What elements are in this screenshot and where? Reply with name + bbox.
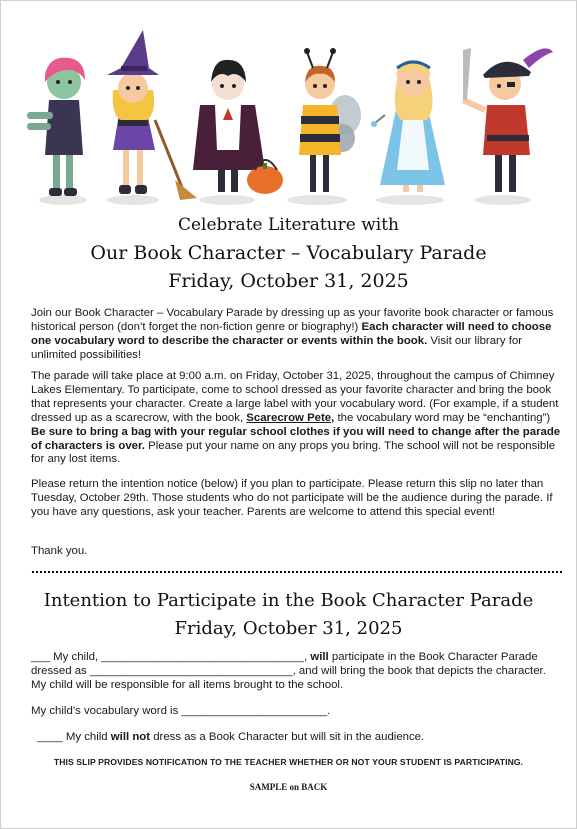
participate-line xyxy=(31,651,561,693)
alice-character-icon xyxy=(371,60,445,192)
pirate-character-icon xyxy=(463,48,553,192)
vocabulary-word-line: My child’s vocabulary word is _______________________. xyxy=(31,705,331,717)
form-title: Intention to Participate in the Book Character Parade xyxy=(43,590,534,611)
participate-text: My child, ________________________________, xyxy=(50,651,311,663)
will-not-bold-text: will not xyxy=(110,731,151,743)
not-participate-line xyxy=(31,731,561,745)
not-participate-text: My child xyxy=(62,731,111,743)
details-text-end: Please put your name on any props you bring. The school will not be responsible for any lost items. xyxy=(31,439,556,466)
vampire-character-icon xyxy=(193,60,283,194)
participate-checkbox-blank[interactable]: ___ xyxy=(31,651,51,663)
intro-text: Join our Book Character – Vocabulary Parade by dressing up as your favorite book character or famous historical person (don’t forget the non-fiction genre or biography!) xyxy=(31,307,554,333)
zombie-character-icon xyxy=(27,58,85,196)
will-bold-text: will xyxy=(310,651,329,663)
thank-you-text: Thank you. xyxy=(31,545,88,557)
sample-on-back: SAMPLE on BACK xyxy=(249,782,328,792)
costume-characters-illustration xyxy=(25,20,555,210)
form-date: Friday, October 31, 2025 xyxy=(174,618,403,639)
dotted-divider xyxy=(31,570,563,574)
intro-text-end: Visit our library for unlimited possibilities! xyxy=(31,334,522,361)
intro-paragraph xyxy=(31,307,561,363)
title-line-2: Our Book Character – Vocabulary Parade xyxy=(90,242,487,264)
notification-notice: THIS SLIP PROVIDES NOTIFICATION TO THE TEACHER WHETHER OR NOT YOUR STUDENT IS PARTICIPATING. xyxy=(53,757,524,767)
details-text: The parade will take place at 9:00 a.m. on Friday, October 31, 2025, throughout the campus of Chimney Lakes Elementary. To participate, come to school dressed as your favorite character and bring the book that represents your character. Create a large label with your vocabulary word. (For example, if a student dressed up as a scarecrow, with the book, xyxy=(31,370,559,424)
intro-bold-text: Each character will need to choose one vocabulary word to describe the character or events within the book. xyxy=(31,320,552,347)
example-book-title: Scarecrow Pete, xyxy=(246,411,335,424)
details-bold-text: Be sure to bring a bag with your regular school clothes if you will need to change after the parade of characters is over. xyxy=(31,425,561,452)
witch-character-icon xyxy=(107,30,197,200)
details-text-example: the vocabulary word may be “enchanting”) xyxy=(334,411,551,424)
title-line-1: Celebrate Literature with xyxy=(177,215,400,235)
title-line-3: Friday, October 31, 2025 xyxy=(168,270,409,292)
bee-character-icon xyxy=(299,48,361,192)
return-paragraph: Please return the intention notice (below) if you plan to participate. Please return this slip no later than Tuesday, October 29th. Those students who do not participate will be the audience during the parade. If you have any questions, ask your teacher. Parents are welcome to attend this special event! xyxy=(31,478,553,518)
participate-text-end: participate in the Book Character Parade dressed as ________________________________, and will bring the book that depicts the character. My child will be responsible for all items brought to the school. xyxy=(31,651,546,691)
details-paragraph xyxy=(31,370,561,467)
not-participate-checkbox-blank[interactable]: ____ xyxy=(37,731,63,743)
not-participate-text-end: dress as a Book Character but will sit in the audience. xyxy=(150,731,425,743)
